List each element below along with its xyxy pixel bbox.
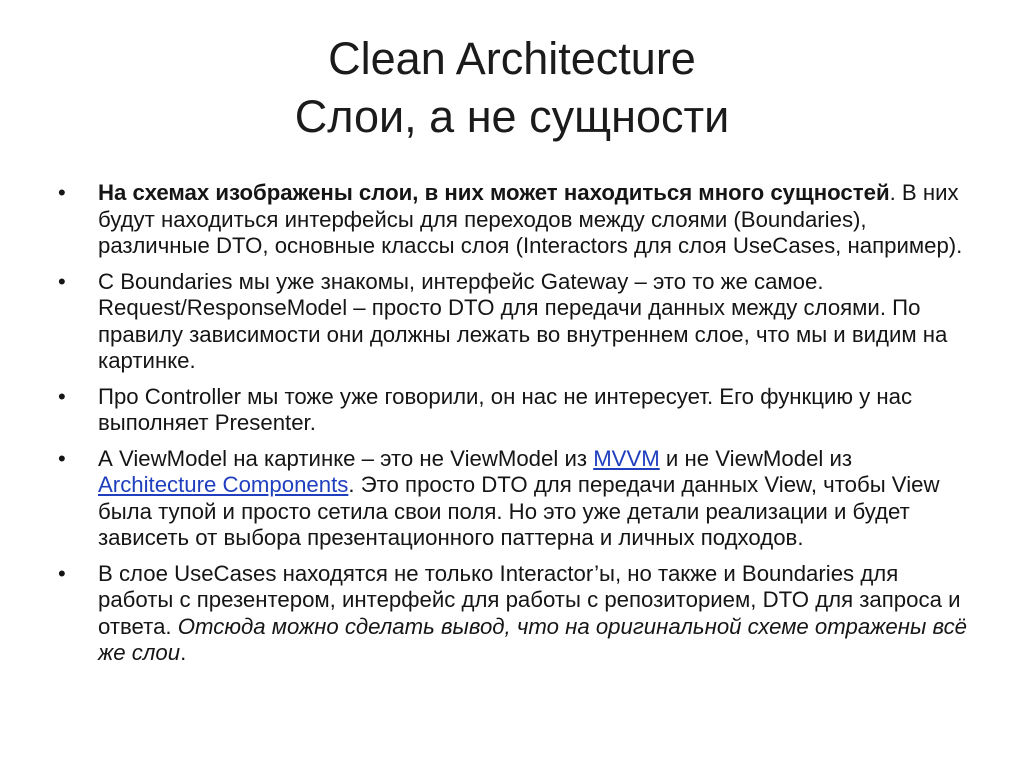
bullet-dot: • <box>58 560 66 586</box>
bullet-item <box>58 384 968 437</box>
bullet-text-end: . <box>180 640 187 665</box>
bullet-item <box>58 269 968 375</box>
bullet-text: С Boundaries мы уже знакомы, интерфейс Gateway – это то же самое. Request/ResponseModel – просто DTO для передачи данных между слоями. По правилу зависимости они должны лежать во внутреннем слое, что мы и видим на картинке. <box>98 268 948 373</box>
bullet-list <box>58 180 968 676</box>
architecture-components-link[interactable]: Architecture Components <box>98 472 349 497</box>
bullet-text: В слое UseCases находятся не только Interactor’ы, но также и Boundaries для работы с презентером, интерфейс для работы с репозиторием, DTO для запроса и ответа. <box>98 560 961 639</box>
slide-title <box>60 30 964 146</box>
bullet-dot: • <box>58 180 66 205</box>
bullet-dot: • <box>58 445 66 471</box>
mvvm-link[interactable]: MVVM <box>593 445 660 471</box>
bullet-item <box>58 561 968 667</box>
bullet-italic-text: Отсюда можно сделать вывод, что на оригинальной схеме отражены всё же слои <box>98 613 967 665</box>
bullet-text: . Это просто DTO для передачи данных View, чтобы View была тупой и просто сетила свои поля. Но это уже детали реализации и будет зависеть от выбора презентационного паттерна и личных подходов. <box>98 472 940 550</box>
bullet-text: А ViewModel на картинке – это не ViewModel из <box>98 445 594 471</box>
title-line-1: Clean Architecture <box>328 33 696 84</box>
bullet-text: Про Controller мы тоже уже говорили, он нас не интересует. Его функцию у нас выполняет Presenter. <box>98 383 913 435</box>
bullet-text: . В них будут находиться интерфейсы для переходов между слоями (Boundaries), различные DTO, основные классы слоя (Interactors для слоя UseCases, например). <box>98 180 963 258</box>
bullet-dot: • <box>58 268 66 294</box>
bullet-dot: • <box>58 383 66 409</box>
bullet-item <box>58 180 968 260</box>
bullet-bold-text: На схемах изображены слои, в них может находиться много сущностей <box>98 180 890 205</box>
bullet-item <box>58 446 968 552</box>
title-line-2: Слои, а не сущности <box>294 91 730 142</box>
bullet-text: и не ViewModel из <box>659 445 853 471</box>
